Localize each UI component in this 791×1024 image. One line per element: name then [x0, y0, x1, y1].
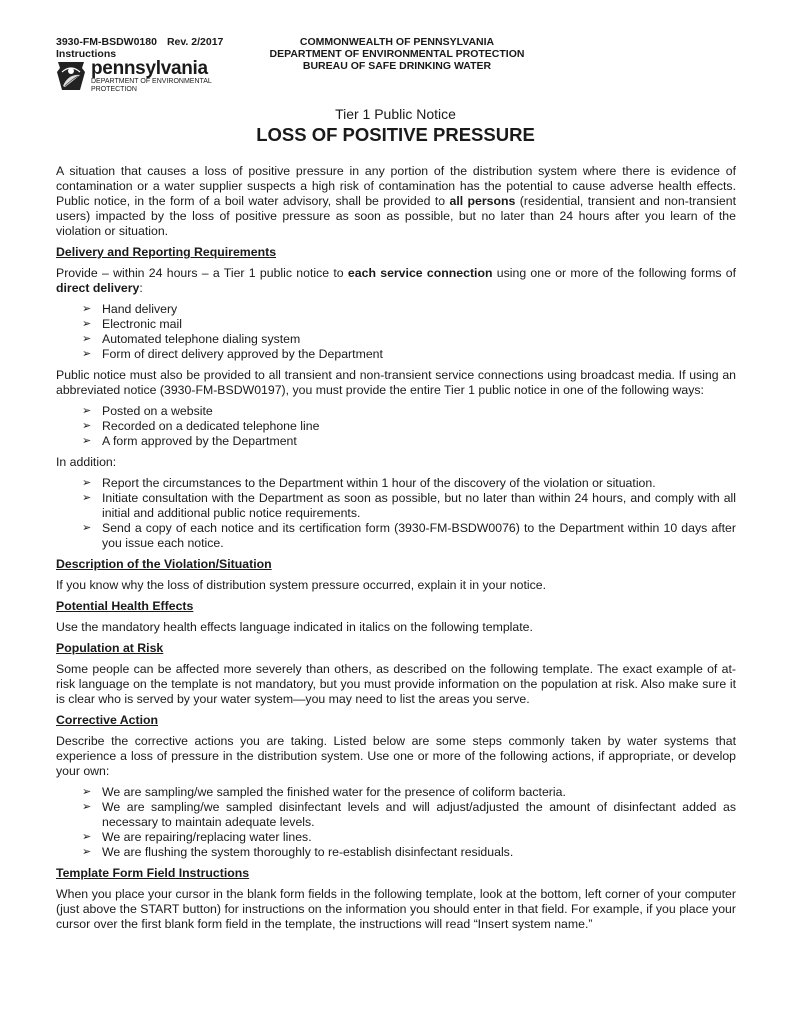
arrow-bullet-icon: ➢ — [82, 846, 92, 858]
in-addition-label: In addition: — [56, 455, 117, 469]
section-heading-corrective-action: Corrective Action — [56, 713, 159, 727]
additional-requirements-list — [56, 476, 736, 551]
document-subtitle: Tier 1 Public Notice — [335, 106, 456, 122]
logo-dept-line: DEPARTMENT OF ENVIRONMENTAL — [91, 78, 212, 85]
arrow-bullet-icon: ➢ — [82, 492, 92, 504]
emphasis-all-persons: all persons — [449, 194, 516, 208]
section-heading-description: Description of the Violation/Situation — [56, 557, 272, 571]
list-item: ➢ We are sampling/we sampled disinfectant levels and will adjust/adjusted the amount of disinfectant added as necessary to maintain adequate levels. — [82, 800, 736, 829]
form-revision: Rev. 2/2017 — [166, 36, 224, 48]
arrow-bullet-icon: ➢ — [82, 786, 92, 798]
list-item: ➢ A form approved by the Department — [82, 434, 297, 448]
pa-dep-logo — [56, 60, 212, 97]
document-title: LOSS OF POSITIVE PRESSURE — [256, 124, 535, 145]
list-item: ➢ Send a copy of each notice and its certification form (3930-FM-BSDW0076) to the Department within 10 days after you issue each notice. — [82, 521, 736, 550]
list-item: ➢ We are repairing/replacing water lines. — [82, 830, 312, 844]
delivery-paragraph: Provide – within 24 hours – a Tier 1 public notice to each service connection using one or more of the following forms of direct delivery: — [56, 266, 737, 295]
list-item: ➢ Form of direct delivery approved by the Department — [82, 347, 383, 361]
keystone-logo-icon — [56, 60, 86, 97]
arrow-bullet-icon: ➢ — [82, 420, 92, 432]
agency-line: COMMONWEALTH OF PENNSYLVANIA — [299, 36, 495, 48]
arrow-bullet-icon: ➢ — [82, 318, 92, 330]
corrective-paragraph: Describe the corrective actions you are taking. Listed below are some steps commonly taken by water systems that experience a loss of pressure in the distribution system. Use one or more of the following actions, if appropriate, or develop your own: — [56, 734, 736, 778]
list-item: ➢ Automated telephone dialing system — [82, 332, 301, 346]
list-item: ➢ Hand delivery — [82, 302, 178, 316]
form-header-left — [56, 36, 223, 60]
section-heading-delivery: Delivery and Reporting Requirements — [56, 245, 277, 259]
intro-paragraph: A situation that causes a loss of positive pressure in any portion of the distribution system where there is evidence of contamination or a water supplier suspects a high risk of contamination has the potential to cause adverse health effects. Public notice, in the form of a boil water advisory, shall be provided to all persons (residential, transient and non-transient users) impacted by the loss of positive pressure as soon as possible, but no later than 24 hours after you learn of the violation or situation. — [56, 164, 736, 238]
document-titles — [0, 106, 791, 146]
logo-dept-line: PROTECTION — [91, 86, 137, 93]
list-item: ➢ We are flushing the system thoroughly to re-establish disinfectant residuals. — [82, 845, 514, 859]
arrow-bullet-icon: ➢ — [82, 522, 92, 534]
agency-line: DEPARTMENT OF ENVIRONMENTAL PROTECTION — [269, 48, 525, 60]
arrow-bullet-icon: ➢ — [82, 801, 92, 813]
list-item: ➢ Posted on a website — [82, 404, 213, 418]
direct-delivery-list — [56, 302, 736, 362]
list-item: ➢ We are sampling/we sampled the finished water for the presence of coliform bacteria. — [82, 785, 566, 799]
template-instructions-paragraph: When you place your cursor in the blank form fields in the following template, look at the bottom, left corner of your computer (just above the START button) for instructions on the information you should enter in that field. For example, if you place your cursor over the first blank form field in the template, the instructions will read “Insert system name.” — [56, 887, 736, 931]
broadcast-paragraph: Public notice must also be provided to all transient and non-transient service connections using broadcast media. If using an abbreviated notice (3930-FM-BSDW0197), you must provide the entire Tier 1 public notice in one of the following ways: — [56, 368, 736, 397]
list-item: ➢ Report the circumstances to the Department within 1 hour of the discovery of the violation or situation. — [82, 476, 656, 490]
list-item: ➢ Initiate consultation with the Department as soon as possible, but no later than within 24 hours, and comply with all initial and additional public notice requirements. — [82, 491, 736, 520]
population-paragraph: Some people can be affected more severely than others, as described on the following template. The exact example of at-risk language on the template is not mandatory, but you must provide information on the population at risk. Also make sure it is clear who is served by your water system—you may need to list the areas you serve. — [56, 662, 736, 706]
section-heading-population: Population at Risk — [56, 641, 164, 655]
health-effects-paragraph: Use the mandatory health effects language indicated in italics on the following template. — [56, 620, 533, 634]
logo-name: pennsylvania — [91, 58, 208, 79]
section-heading-template-instructions: Template Form Field Instructions — [56, 866, 250, 880]
arrow-bullet-icon: ➢ — [82, 435, 92, 447]
arrow-bullet-icon: ➢ — [82, 303, 92, 315]
corrective-actions-list — [56, 785, 736, 860]
arrow-bullet-icon: ➢ — [82, 348, 92, 360]
agency-line: BUREAU OF SAFE DRINKING WATER — [302, 60, 492, 72]
document-body — [56, 164, 736, 938]
description-paragraph: If you know why the loss of distribution system pressure occurred, explain it in your notice. — [56, 578, 547, 592]
section-heading-health-effects: Potential Health Effects — [56, 599, 194, 613]
arrow-bullet-icon: ➢ — [82, 405, 92, 417]
doc-type: Instructions — [56, 48, 117, 60]
list-item: ➢ Electronic mail — [82, 317, 182, 331]
form-number: 3930-FM-BSDW0180 — [56, 36, 157, 48]
full-notice-list — [56, 404, 736, 449]
arrow-bullet-icon: ➢ — [82, 477, 92, 489]
arrow-bullet-icon: ➢ — [82, 333, 92, 345]
agency-header — [262, 36, 532, 72]
arrow-bullet-icon: ➢ — [82, 831, 92, 843]
list-item: ➢ Recorded on a dedicated telephone line — [82, 419, 320, 433]
